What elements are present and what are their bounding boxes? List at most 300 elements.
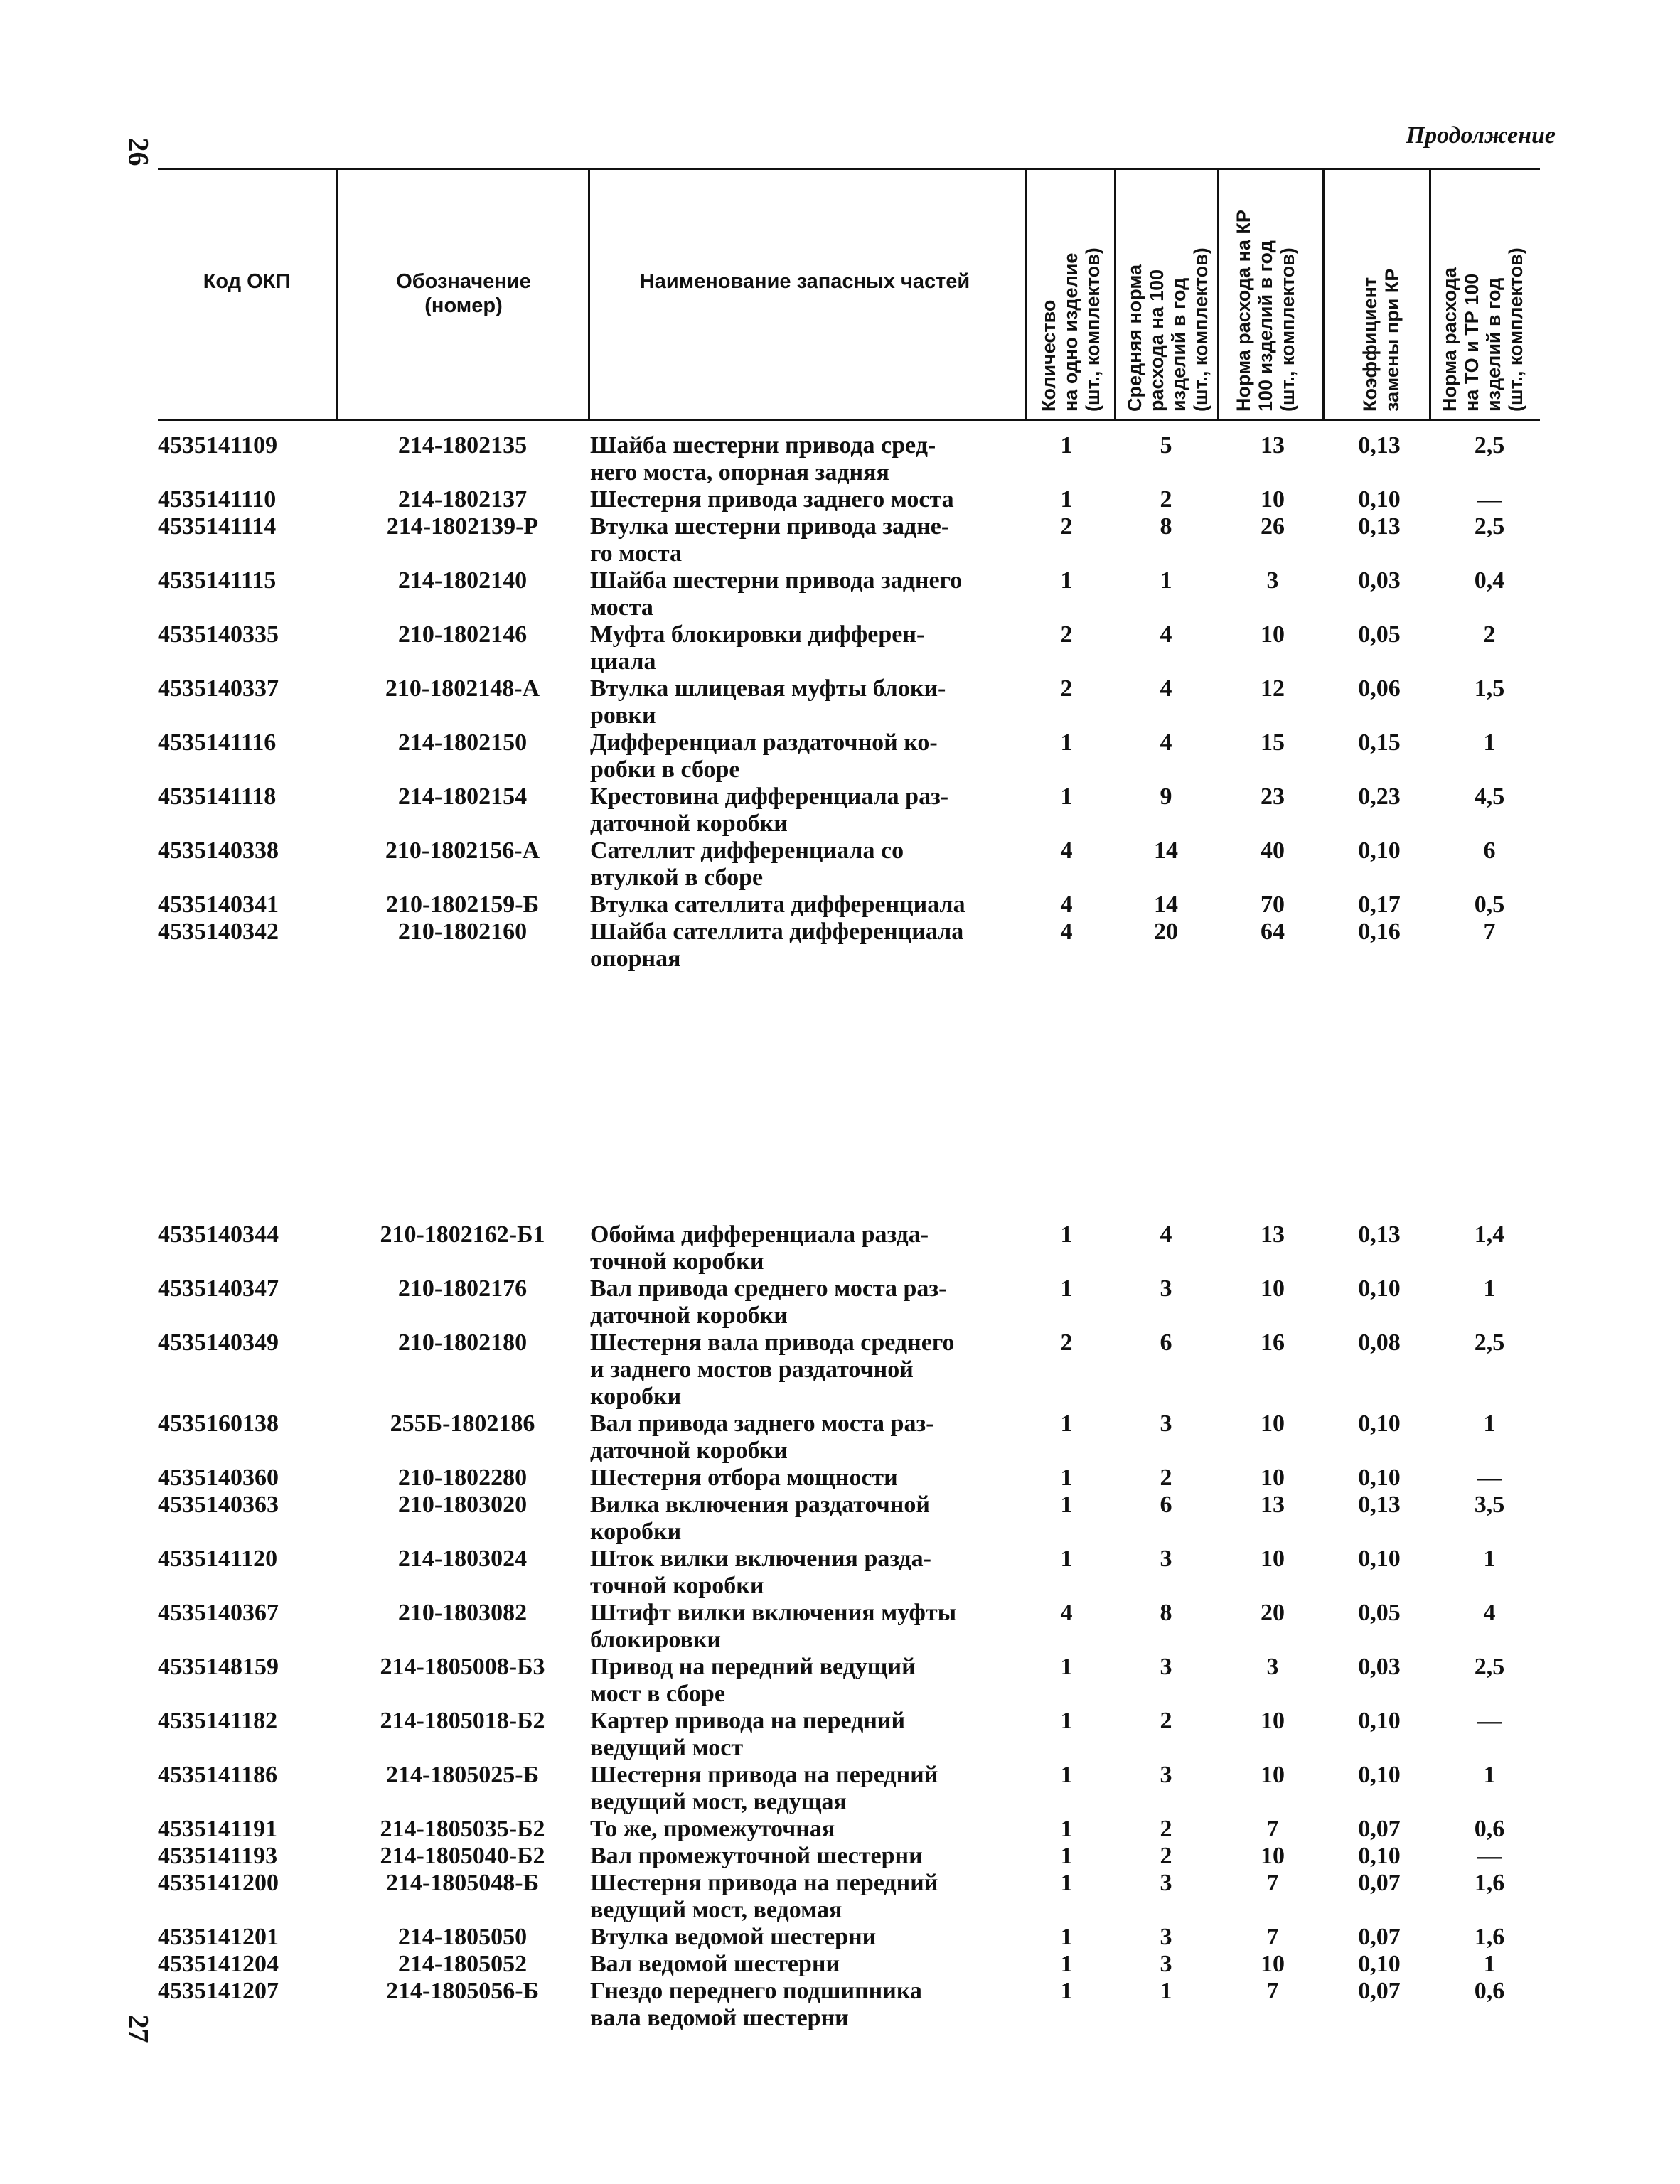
okp-code: 4535141193 bbox=[158, 1843, 278, 1869]
replace-coef: 0,13 bbox=[1358, 432, 1401, 459]
kr-rate: 7 bbox=[1266, 1978, 1279, 2004]
part-name-line: моста bbox=[590, 594, 653, 621]
replace-coef: 0,07 bbox=[1358, 1924, 1401, 1950]
kr-rate: 70 bbox=[1261, 892, 1285, 918]
header-divider bbox=[1322, 170, 1325, 419]
table-row bbox=[0, 1816, 1680, 1843]
designation: 214-1805050 bbox=[397, 1924, 528, 1950]
designation: 210-1802162-Б1 bbox=[380, 1221, 545, 1248]
part-name-line: Шестерня привода на передний bbox=[590, 1762, 938, 1788]
table-row bbox=[0, 1708, 1680, 1762]
okp-code: 4535141109 bbox=[158, 432, 278, 459]
part-name-line: Вал ведомой шестерни bbox=[590, 1951, 840, 1977]
part-name-line: Шестерня отбора мощности bbox=[590, 1465, 898, 1491]
to-tr-rate: 3,5 bbox=[1474, 1492, 1505, 1518]
okp-code: 4535141201 bbox=[158, 1924, 279, 1950]
designation: 214-1805048-Б bbox=[385, 1870, 540, 1896]
table-row bbox=[0, 1492, 1680, 1546]
kr-rate: 10 bbox=[1261, 1843, 1285, 1869]
part-name-line: Шестерня вала привода среднего bbox=[590, 1329, 955, 1356]
qty-per-unit: 1 bbox=[1060, 1221, 1073, 1248]
kr-rate: 15 bbox=[1261, 729, 1285, 756]
kr-rate: 10 bbox=[1261, 1546, 1285, 1572]
qty-per-unit: 2 bbox=[1060, 1329, 1073, 1356]
header-coef-line: Коэффициент bbox=[1359, 277, 1381, 412]
designation: 214-1805040-Б2 bbox=[380, 1843, 545, 1869]
header-avg-line: (шт., комплектов) bbox=[1190, 247, 1211, 412]
replace-coef: 0,17 bbox=[1358, 892, 1401, 918]
part-name-line: Шестерня привода заднего моста bbox=[590, 486, 954, 513]
qty-per-unit: 4 bbox=[1060, 837, 1073, 864]
okp-code: 4535140363 bbox=[158, 1492, 279, 1518]
kr-rate: 12 bbox=[1261, 675, 1285, 702]
part-name bbox=[590, 513, 1031, 567]
part-name-line: ведущий мост, ведущая bbox=[590, 1789, 847, 1815]
designation: 210-1802148-А bbox=[385, 675, 540, 702]
designation: 210-1803020 bbox=[397, 1492, 528, 1518]
okp-code: 4535140367 bbox=[158, 1600, 279, 1626]
table-row bbox=[0, 1978, 1680, 2032]
designation: 210-1802159-Б bbox=[385, 892, 540, 918]
table-row bbox=[0, 1951, 1680, 1978]
replace-coef: 0,10 bbox=[1358, 837, 1401, 864]
designation: 210-1802156-А bbox=[385, 837, 540, 864]
to-tr-rate: — bbox=[1477, 1465, 1502, 1491]
table-row bbox=[0, 892, 1680, 919]
avg-rate: 8 bbox=[1160, 513, 1172, 540]
continuation-label: Продолжение bbox=[1406, 122, 1556, 149]
avg-rate: 4 bbox=[1160, 675, 1172, 702]
header-to-line: Норма расхода bbox=[1439, 267, 1460, 412]
table-row bbox=[0, 1654, 1680, 1708]
designation: 214-1805008-Б3 bbox=[380, 1654, 545, 1680]
part-name bbox=[590, 621, 1031, 675]
kr-rate: 13 bbox=[1261, 432, 1285, 459]
to-tr-rate: 1 bbox=[1483, 1275, 1496, 1302]
header-avg-line: изделий в год bbox=[1168, 277, 1189, 412]
part-name bbox=[590, 1978, 1031, 2032]
avg-rate: 3 bbox=[1160, 1275, 1172, 1302]
part-name bbox=[590, 1275, 1031, 1329]
part-name-line: вала ведомой шестерни bbox=[590, 2005, 849, 2031]
designation: 210-1802280 bbox=[397, 1465, 528, 1491]
avg-rate: 3 bbox=[1160, 1951, 1172, 1977]
part-name bbox=[590, 837, 1031, 892]
part-name-line: Крестовина дифференциала раз- bbox=[590, 783, 949, 810]
replace-coef: 0,10 bbox=[1358, 1843, 1401, 1869]
part-name bbox=[590, 1924, 1031, 1951]
to-tr-rate: 2,5 bbox=[1474, 1329, 1505, 1356]
designation: 210-1803082 bbox=[397, 1600, 528, 1626]
table-row bbox=[0, 1600, 1680, 1654]
part-name-line: коробки bbox=[590, 1519, 682, 1545]
header-to-line: изделий в год bbox=[1483, 277, 1504, 412]
header-to-line: (шт., комплектов) bbox=[1505, 247, 1526, 412]
table-row bbox=[0, 1546, 1680, 1600]
part-name-line: Втулка сателлита дифференциала bbox=[590, 892, 965, 918]
header-designation: Обозначение (номер) bbox=[396, 270, 531, 317]
designation: 214-1802135 bbox=[397, 432, 528, 459]
okp-code: 4535141200 bbox=[158, 1870, 279, 1896]
replace-coef: 0,10 bbox=[1358, 1951, 1401, 1977]
okp-code: 4535140344 bbox=[158, 1221, 279, 1248]
avg-rate: 3 bbox=[1160, 1870, 1172, 1896]
okp-code: 4535140337 bbox=[158, 675, 279, 702]
part-name bbox=[590, 1492, 1031, 1546]
to-tr-rate: 0,5 bbox=[1474, 892, 1505, 918]
to-tr-rate: 1,5 bbox=[1474, 675, 1505, 702]
header-divider bbox=[1114, 170, 1116, 419]
table-row bbox=[0, 432, 1680, 486]
okp-code: 4535141118 bbox=[158, 783, 277, 810]
qty-per-unit: 1 bbox=[1060, 1762, 1073, 1788]
part-name bbox=[590, 892, 1031, 919]
qty-per-unit: 2 bbox=[1060, 675, 1073, 702]
qty-per-unit: 1 bbox=[1060, 1816, 1073, 1842]
designation: 214-1802154 bbox=[397, 783, 528, 810]
table-row bbox=[0, 1410, 1680, 1465]
part-name bbox=[590, 729, 1031, 783]
table-row bbox=[0, 513, 1680, 567]
qty-per-unit: 1 bbox=[1060, 432, 1073, 459]
table-row bbox=[0, 783, 1680, 837]
header-code: Код ОКП bbox=[203, 270, 291, 293]
table-body-bottom bbox=[0, 1221, 1680, 2032]
table-row bbox=[0, 1762, 1680, 1816]
replace-coef: 0,15 bbox=[1358, 729, 1401, 756]
replace-coef: 0,10 bbox=[1358, 1546, 1401, 1572]
part-name-line: и заднего мостов раздаточной bbox=[590, 1356, 914, 1383]
to-tr-rate: 0,6 bbox=[1474, 1978, 1505, 2004]
replace-coef: 0,07 bbox=[1358, 1870, 1401, 1896]
replace-coef: 0,13 bbox=[1358, 1221, 1401, 1248]
avg-rate: 6 bbox=[1160, 1329, 1172, 1356]
part-name bbox=[590, 1951, 1031, 1978]
designation: 210-1802160 bbox=[397, 919, 528, 945]
to-tr-rate: 2,5 bbox=[1474, 432, 1505, 459]
replace-coef: 0,23 bbox=[1358, 783, 1401, 810]
part-name-line: Шестерня привода на передний bbox=[590, 1870, 938, 1896]
replace-coef: 0,16 bbox=[1358, 919, 1401, 945]
part-name bbox=[590, 1762, 1031, 1816]
part-name bbox=[590, 567, 1031, 621]
kr-rate: 13 bbox=[1261, 1221, 1285, 1248]
avg-rate: 6 bbox=[1160, 1492, 1172, 1518]
okp-code: 4535141191 bbox=[158, 1816, 278, 1842]
kr-rate: 13 bbox=[1261, 1492, 1285, 1518]
designation: 255Б-1802186 bbox=[390, 1410, 535, 1437]
part-name bbox=[590, 1816, 1031, 1843]
replace-coef: 0,10 bbox=[1358, 1708, 1401, 1734]
kr-rate: 10 bbox=[1261, 1465, 1285, 1491]
table-body-top bbox=[0, 432, 1680, 973]
table-row bbox=[0, 675, 1680, 729]
header-kr-line: (шт., комплектов) bbox=[1277, 247, 1298, 412]
to-tr-rate: 1 bbox=[1483, 1951, 1496, 1977]
replace-coef: 0,07 bbox=[1358, 1816, 1401, 1842]
header-to-line: на ТО и ТР 100 bbox=[1461, 273, 1482, 412]
part-name bbox=[590, 432, 1031, 486]
part-name-line: опорная bbox=[590, 946, 681, 972]
okp-code: 4535141182 bbox=[158, 1708, 278, 1734]
avg-rate: 1 bbox=[1160, 1978, 1172, 2004]
okp-code: 4535141120 bbox=[158, 1546, 278, 1572]
part-name bbox=[590, 1410, 1031, 1465]
avg-rate: 20 bbox=[1154, 919, 1178, 945]
part-name-line: точной коробки bbox=[590, 1573, 764, 1599]
table-row bbox=[0, 729, 1680, 783]
okp-code: 4535148159 bbox=[158, 1654, 279, 1680]
part-name-line: робки в сборе bbox=[590, 756, 740, 783]
kr-rate: 3 bbox=[1266, 567, 1279, 594]
part-name bbox=[590, 675, 1031, 729]
kr-rate: 10 bbox=[1261, 486, 1285, 513]
replace-coef: 0,05 bbox=[1358, 621, 1401, 648]
kr-rate: 10 bbox=[1261, 1708, 1285, 1734]
to-tr-rate: 0,6 bbox=[1474, 1816, 1505, 1842]
replace-coef: 0,03 bbox=[1358, 567, 1401, 594]
qty-per-unit: 1 bbox=[1060, 1492, 1073, 1518]
avg-rate: 2 bbox=[1160, 486, 1172, 513]
qty-per-unit: 1 bbox=[1060, 783, 1073, 810]
kr-rate: 64 bbox=[1261, 919, 1285, 945]
to-tr-rate: 2 bbox=[1483, 621, 1496, 648]
kr-rate: 26 bbox=[1261, 513, 1285, 540]
okp-code: 4535140349 bbox=[158, 1329, 279, 1356]
part-name-line: Картер привода на передний bbox=[590, 1708, 906, 1734]
part-name-line: Обойма дифференциала разда- bbox=[590, 1221, 929, 1248]
header-kr bbox=[1224, 170, 1317, 419]
part-name-line: Вал привода среднего моста раз- bbox=[590, 1275, 947, 1302]
part-name bbox=[590, 1600, 1031, 1654]
avg-rate: 8 bbox=[1160, 1600, 1172, 1626]
page-number-top: 26 bbox=[122, 137, 155, 166]
designation: 214-1802140 bbox=[397, 567, 528, 594]
part-name-line: Втулка шестерни привода задне- bbox=[590, 513, 950, 540]
to-tr-rate: 1 bbox=[1483, 1410, 1496, 1437]
to-tr-rate: 6 bbox=[1483, 837, 1496, 864]
page-number-bottom: 27 bbox=[122, 2014, 155, 2043]
part-name-line: ровки bbox=[590, 702, 656, 729]
avg-rate: 4 bbox=[1160, 1221, 1172, 1248]
table-row bbox=[0, 1843, 1680, 1870]
table-row bbox=[0, 1275, 1680, 1329]
to-tr-rate: 1 bbox=[1483, 1546, 1496, 1572]
qty-per-unit: 4 bbox=[1060, 919, 1073, 945]
header-qty-line: на одно изделие bbox=[1060, 252, 1081, 412]
part-name-line: Вилка включения раздаточной bbox=[590, 1492, 930, 1518]
table-row bbox=[0, 837, 1680, 892]
part-name-line: Шайба шестерни привода заднего bbox=[590, 567, 963, 594]
designation: 214-1805018-Б2 bbox=[380, 1708, 545, 1734]
part-name-line: Втулка ведомой шестерни bbox=[590, 1924, 877, 1950]
replace-coef: 0,07 bbox=[1358, 1978, 1401, 2004]
avg-rate: 3 bbox=[1160, 1654, 1172, 1680]
avg-rate: 4 bbox=[1160, 729, 1172, 756]
part-name-line: Вал привода заднего моста раз- bbox=[590, 1410, 934, 1437]
header-divider bbox=[1217, 170, 1219, 419]
header-divider bbox=[336, 170, 338, 419]
kr-rate: 23 bbox=[1261, 783, 1285, 810]
part-name-line: Муфта блокировки дифферен- bbox=[590, 621, 925, 648]
header-kr-line: 100 изделий в год bbox=[1255, 240, 1276, 412]
part-name bbox=[590, 486, 1031, 513]
part-name-line: Шайба шестерни привода сред- bbox=[590, 432, 936, 459]
replace-coef: 0,03 bbox=[1358, 1654, 1401, 1680]
table-row bbox=[0, 1221, 1680, 1275]
to-tr-rate: 1,4 bbox=[1474, 1221, 1505, 1248]
part-name bbox=[590, 1843, 1031, 1870]
replace-coef: 0,10 bbox=[1358, 1275, 1401, 1302]
part-name-line: коробки bbox=[590, 1383, 682, 1410]
part-name bbox=[590, 1870, 1031, 1924]
part-name-line: Вал промежуточной шестерни bbox=[590, 1843, 923, 1869]
designation: 210-1802146 bbox=[397, 621, 528, 648]
part-name-line: Шток вилки включения разда- bbox=[590, 1546, 931, 1572]
to-tr-rate: 1 bbox=[1483, 729, 1496, 756]
part-name-line: ведущий мост, ведомая bbox=[590, 1897, 842, 1923]
replace-coef: 0,05 bbox=[1358, 1600, 1401, 1626]
kr-rate: 10 bbox=[1261, 1275, 1285, 1302]
avg-rate: 9 bbox=[1160, 783, 1172, 810]
to-tr-rate: 1,6 bbox=[1474, 1924, 1505, 1950]
header-kr-line: Норма расхода на КР bbox=[1233, 210, 1254, 412]
kr-rate: 10 bbox=[1261, 1951, 1285, 1977]
avg-rate: 5 bbox=[1160, 432, 1172, 459]
to-tr-rate: — bbox=[1477, 486, 1502, 513]
designation: 214-1805052 bbox=[397, 1951, 528, 1977]
header-qty bbox=[1032, 170, 1111, 419]
part-name-line: Штифт вилки включения муфты bbox=[590, 1600, 957, 1626]
kr-rate: 7 bbox=[1266, 1924, 1279, 1950]
table-header bbox=[158, 168, 1540, 421]
qty-per-unit: 1 bbox=[1060, 1924, 1073, 1950]
replace-coef: 0,08 bbox=[1358, 1329, 1401, 1356]
designation: 210-1802176 bbox=[397, 1275, 528, 1302]
qty-per-unit: 1 bbox=[1060, 1870, 1073, 1896]
avg-rate: 2 bbox=[1160, 1843, 1172, 1869]
qty-per-unit: 4 bbox=[1060, 1600, 1073, 1626]
part-name-line: Шайба сателлита дифференциала bbox=[590, 919, 964, 945]
avg-rate: 1 bbox=[1160, 567, 1172, 594]
qty-per-unit: 1 bbox=[1060, 1654, 1073, 1680]
designation: 214-1803024 bbox=[397, 1546, 528, 1572]
avg-rate: 3 bbox=[1160, 1924, 1172, 1950]
header-coef-line: замены при КР bbox=[1381, 268, 1403, 412]
table-row bbox=[0, 919, 1680, 973]
header-coef bbox=[1331, 170, 1423, 419]
kr-rate: 10 bbox=[1261, 621, 1285, 648]
to-tr-rate: 1 bbox=[1483, 1762, 1496, 1788]
qty-per-unit: 1 bbox=[1060, 1951, 1073, 1977]
qty-per-unit: 1 bbox=[1060, 1843, 1073, 1869]
to-tr-rate: 4,5 bbox=[1474, 783, 1505, 810]
header-avg-line: Средняя норма bbox=[1124, 264, 1145, 412]
to-tr-rate: 4 bbox=[1483, 1600, 1496, 1626]
kr-rate: 7 bbox=[1266, 1870, 1279, 1896]
avg-rate: 14 bbox=[1154, 837, 1178, 864]
okp-code: 4535160138 bbox=[158, 1410, 279, 1437]
table-row bbox=[0, 567, 1680, 621]
okp-code: 4535140335 bbox=[158, 621, 279, 648]
qty-per-unit: 1 bbox=[1060, 1410, 1073, 1437]
qty-per-unit: 4 bbox=[1060, 892, 1073, 918]
designation: 214-1805035-Б2 bbox=[380, 1816, 545, 1842]
table-row bbox=[0, 1924, 1680, 1951]
to-tr-rate: 2,5 bbox=[1474, 513, 1505, 540]
header-divider bbox=[1025, 170, 1027, 419]
avg-rate: 4 bbox=[1160, 621, 1172, 648]
okp-code: 4535141115 bbox=[158, 567, 277, 594]
to-tr-rate: 7 bbox=[1483, 919, 1496, 945]
part-name-line: мост в сборе bbox=[590, 1681, 725, 1707]
okp-code: 4535140347 bbox=[158, 1275, 279, 1302]
header-divider bbox=[1429, 170, 1431, 419]
okp-code: 4535140338 bbox=[158, 837, 279, 864]
okp-code: 4535140360 bbox=[158, 1465, 279, 1491]
part-name-line: даточной коробки bbox=[590, 810, 788, 837]
avg-rate: 2 bbox=[1160, 1816, 1172, 1842]
designation: 214-1802137 bbox=[397, 486, 528, 513]
part-name bbox=[590, 1654, 1031, 1708]
part-name-line: точной коробки bbox=[590, 1248, 764, 1275]
okp-code: 4535141114 bbox=[158, 513, 277, 540]
part-name bbox=[590, 1708, 1031, 1762]
okp-code: 4535141116 bbox=[158, 729, 277, 756]
kr-rate: 3 bbox=[1266, 1654, 1279, 1680]
replace-coef: 0,13 bbox=[1358, 513, 1401, 540]
avg-rate: 3 bbox=[1160, 1762, 1172, 1788]
replace-coef: 0,06 bbox=[1358, 675, 1401, 702]
qty-per-unit: 2 bbox=[1060, 513, 1073, 540]
part-name-line: ведущий мост bbox=[590, 1735, 744, 1761]
part-name bbox=[590, 1546, 1031, 1600]
kr-rate: 20 bbox=[1261, 1600, 1285, 1626]
avg-rate: 14 bbox=[1154, 892, 1178, 918]
replace-coef: 0,10 bbox=[1358, 1410, 1401, 1437]
to-tr-rate: — bbox=[1477, 1708, 1502, 1734]
avg-rate: 3 bbox=[1160, 1546, 1172, 1572]
okp-code: 4535140341 bbox=[158, 892, 279, 918]
to-tr-rate: 2,5 bbox=[1474, 1654, 1505, 1680]
designation: 214-1802150 bbox=[397, 729, 528, 756]
qty-per-unit: 1 bbox=[1060, 1465, 1073, 1491]
kr-rate: 10 bbox=[1261, 1762, 1285, 1788]
table-row bbox=[0, 621, 1680, 675]
part-name-line: циала bbox=[590, 648, 656, 675]
header-avg bbox=[1121, 170, 1214, 419]
part-name-line: Дифференциал раздаточной ко- bbox=[590, 729, 938, 756]
table-row bbox=[0, 486, 1680, 513]
table-row bbox=[0, 1465, 1680, 1492]
avg-rate: 2 bbox=[1160, 1465, 1172, 1491]
qty-per-unit: 1 bbox=[1060, 729, 1073, 756]
designation: 214-1802139-Р bbox=[386, 513, 539, 540]
part-name-line: Привод на передний ведущий bbox=[590, 1654, 916, 1680]
replace-coef: 0,10 bbox=[1358, 1465, 1401, 1491]
part-name-line: То же, промежуточная bbox=[590, 1816, 835, 1842]
replace-coef: 0,13 bbox=[1358, 1492, 1401, 1518]
header-qty-line: (шт., комплектов) bbox=[1082, 247, 1103, 412]
header-to bbox=[1436, 170, 1536, 419]
qty-per-unit: 1 bbox=[1060, 1275, 1073, 1302]
header-name: Наименование запасных частей bbox=[639, 270, 970, 293]
table-row bbox=[0, 1329, 1680, 1410]
part-name-line: Сателлит дифференциала со bbox=[590, 837, 904, 864]
part-name bbox=[590, 1329, 1031, 1410]
part-name-line: даточной коробки bbox=[590, 1302, 788, 1329]
qty-per-unit: 1 bbox=[1060, 486, 1073, 513]
